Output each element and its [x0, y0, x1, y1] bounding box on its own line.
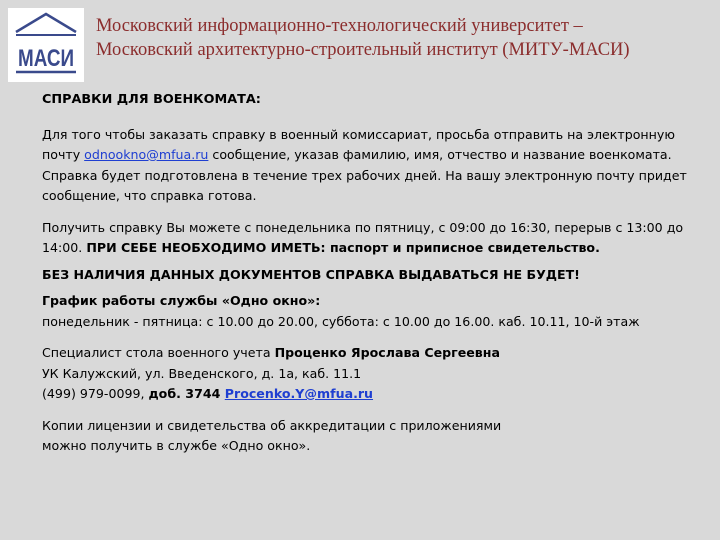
specialist-address: УК Калужский, ул. Введенского, д. 1а, каб. 11.1: [42, 365, 362, 381]
order-instructions-paragraph: [42, 125, 692, 207]
schedule-title: График работы службы «Одно окно»:: [42, 293, 321, 308]
para1-text-after: сообщение, указав фамилию, имя, отчество и название военкомата. Справка будет подготовлена в течение трех рабочих дней. На вашу электронную почту придет сообщение, что справка готова.: [42, 147, 687, 203]
warning-text: БЕЗ НАЛИЧИЯ ДАННЫХ ДОКУМЕНТОВ СПРАВКА ВЫДАВАТЬСЯ НЕ БУДЕТ!: [42, 266, 580, 282]
content-section: [42, 90, 692, 457]
specialist-email-link[interactable]: Procenko.Y@mfua.ru: [224, 386, 374, 401]
copies-line-2: можно получить в службе «Одно окно».: [42, 438, 311, 453]
pickup-hours-paragraph: [42, 218, 692, 259]
university-logo: [8, 8, 84, 82]
required-documents-text: ПРИ СЕБЕ НЕОБХОДИМО ИМЕТЬ: паспорт и приписное свидетельство.: [86, 240, 600, 255]
specialist-contact-line: [42, 384, 692, 405]
header-line-2: Московский архитектурно-строительный институт (МИТУ-МАСИ): [96, 40, 630, 60]
copies-line-1: Копии лицензии и свидетельства об аккредитации с приложениями: [42, 417, 502, 433]
schedule-hours: понедельник - пятница: с 10.00 до 20.00, суббота: с 10.00 до 16.00. каб. 10.11, 10-й этаж: [42, 313, 640, 329]
specialist-line: [42, 343, 692, 364]
header-line-1: Московский информационно-технологический университет –: [96, 16, 583, 36]
specialist-phone: (499) 979-0099,: [42, 386, 149, 401]
page-header: [96, 14, 706, 62]
pickup-hours-text: Получить справку Вы можете с понедельника по пятницу, с 09:00 до 16:30, перерыв с 13:00 до 14:00.: [42, 219, 684, 255]
office-email-link[interactable]: odnookno@mfua.ru: [84, 147, 209, 162]
specialist-label: Специалист стола военного учета: [42, 345, 275, 360]
section-heading: СПРАВКИ ДЛЯ ВОЕНКОМАТА:: [42, 92, 261, 107]
para1-text-before: Для того чтобы заказать справку в военный комиссариат, просьба отправить на электронную почту: [42, 126, 675, 162]
specialist-name: Проценко Ярослава Сергеевна: [274, 345, 500, 360]
specialist-extension: доб. 3744: [148, 386, 225, 401]
logo-text: МАСИ: [18, 45, 74, 72]
logo-emblem: [8, 8, 84, 82]
